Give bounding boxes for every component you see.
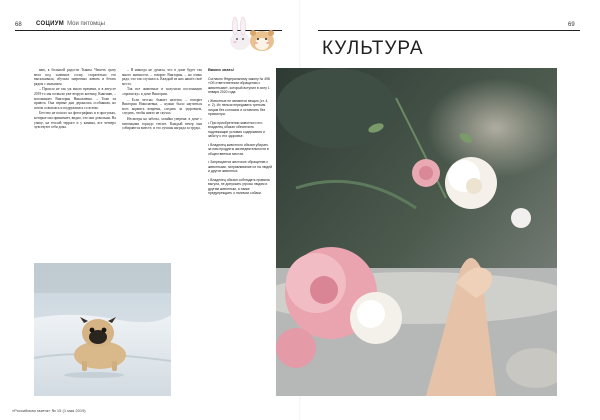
pug-in-snow-photo	[34, 263, 171, 396]
paragraph: – Прошло не так уж много времени, и в августе 2019-го мы позвали уже вторую котенку, Княгиню, – вспоминает Виктория Николаевна. – Тоже из приюта. Она первые дни держалась особняком, но потом освоилась и подружилась со всеми.	[34, 87, 116, 110]
right-page-number: 69	[568, 22, 575, 28]
article-column-1	[34, 68, 116, 260]
paragraph: Несмотря на заботы, хозяйка уверена: в доме с питомцами гораздо теплее. Каждый вечер они собираются вместе, и это лучшая награда за труды.	[122, 116, 202, 131]
rubric-title: СОЦИУМ	[36, 21, 65, 27]
footer-publication-line: «Российская газета» № 15 (1 мая 2019)	[12, 408, 86, 413]
left-page-number: 68	[15, 22, 22, 28]
rubric-header	[36, 21, 105, 27]
sidebar-paragraph: Согласно Федеральному закону № 498 «Об ответственном обращении с животными», который вступил в силу 1 января 2020 года:	[208, 76, 270, 94]
sidebar-title: Важно знать!	[208, 68, 235, 72]
paragraph: – Я никогда не думала, что в доме будет так много живности, – говорит Виктория, – но очень рада, что так случилось. Каждый из них нашёл своё место.	[122, 68, 202, 86]
paragraph: ваю, к большой радости Тыквы. Чешеть сразу вела под заливное сосну, старательно его выталкивала, обучала энергично жевать и бегать рядом с малышом.	[34, 68, 116, 86]
sidebar-paragraph: • Владелец животного обязан убирать за ним продукты жизнедеятельности в общественных местах.	[208, 142, 269, 156]
right-header-rule	[318, 30, 580, 31]
paragraph: Так все животные и получили постоянную «прописку» в доме Виктории.	[122, 87, 202, 96]
sidebar-paragraph: • Животные не являются вещью (ст. 4, п. 2). Их нельзя передавать третьим лицам без согласия и оставлять без присмотра.	[208, 98, 269, 116]
paragraph: – Если честно, бывает нелегко, – говорит Виктория Николаевна, – нужно было научиться всех кормить вовремя, следить за здоровьем, следить, чтобы никто не скучал.	[122, 97, 202, 116]
paragraph: Бегство не пошло: на фотографиях и в прогулках, которые она принимает, видно, что они довольны. На улице, на теплой террасе и у камина, все четверо чувствуют себя дома.	[34, 111, 116, 130]
section-title: КУЛЬТУРА	[322, 38, 424, 59]
legal-info-sidebar	[208, 68, 272, 380]
flowers-and-hand-photo	[276, 68, 557, 396]
bunny-hamster-illustration	[222, 14, 282, 54]
article-column-2	[122, 68, 202, 243]
rubric-subtitle: Мои питомцы	[67, 21, 105, 27]
sidebar-paragraph: • Запрещается жестокое обращение с животными, натравливание их на людей и других животных.	[208, 160, 272, 173]
sidebar-paragraph: • При приобретении животного его владелец обязан обеспечить надлежащие условия содержания и заботу о его здоровье.	[208, 120, 265, 138]
sidebar-paragraph: • Владелец обязан соблюдать правила выгула, не допускать угрозы людям и другим животным, а также предупреждать о наличии собаки.	[208, 177, 270, 195]
